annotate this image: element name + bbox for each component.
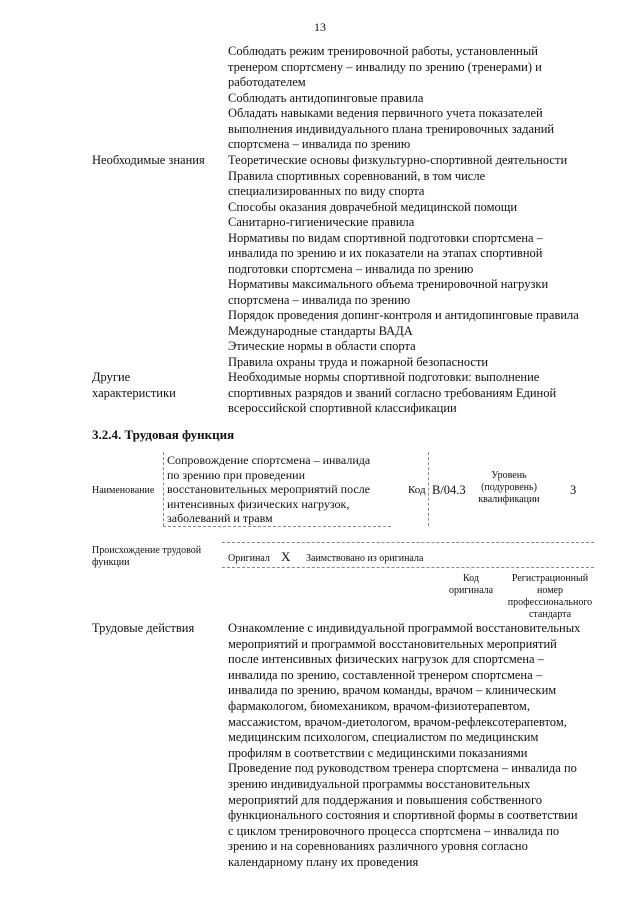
origin-label [92,545,201,569]
text-line: фармакологом, биомехаником, врачом-физиотерапевтом, [228,698,530,713]
borrowed-label: Заимствовано из оригинала [306,553,424,564]
text-line: по зрению при проведении [167,467,306,482]
level-label-line: (подуровень) [481,482,537,493]
text-line: после интенсивных физических нагрузок для спортсмена – [228,652,544,667]
text-line: выполнения индивидуального плана тренировочных заданий [228,121,555,136]
text-line: спортсмена – инвалида по зрению [228,137,411,151]
knowledge-label: Необходимые знания [92,153,205,167]
text-line: Ознакомление с индивидуальной программой восстановительных [228,621,581,635]
text-line: массажистом, врачом-диетологом, врачом-рефлексотерапевтом, [228,714,567,729]
text-line: заболеваний и травм [167,511,273,525]
text-line: Обладать навыками ведения первичного учета показателей [228,106,543,120]
divider [163,526,391,527]
text-line: Правила охраны труда и пожарной безопасности [228,354,489,369]
level-label-line: Уровень [491,470,527,481]
text-line: Правила спортивных соревнований, в том числе [228,168,486,183]
text-line: Этические нормы в области спорта [228,339,416,353]
text-line: мероприятий и программой восстановительных мероприятий [228,636,557,651]
function-name [167,453,370,526]
text-line: Способы оказания доврачебной медицинской помощи [228,199,518,214]
divider [222,567,594,568]
text-line: функционального состояния и спортивной формы в соответствии [228,808,578,823]
code-label: Код [408,484,426,496]
text-line: зрению индивидуальной программы восстановительных [228,776,531,791]
reg-number-line: профессионального [507,597,593,608]
reg-number-line: номер [537,585,563,596]
divider [163,452,164,526]
page-number: 13 [314,20,326,34]
text-line: инвалида по зрению, врачом команды, врачом – клиническим [228,683,557,698]
level-label [474,470,544,506]
text-line: работодателем [228,75,306,89]
text-line: подготовки спортсмена – инвалида по зрению [228,261,474,276]
other-label [92,370,176,401]
origin-label-line: Происхождение трудовой [92,545,202,556]
text-line: Проведение под руководством тренера спортсмена – инвалида по [228,761,577,776]
other-label-line: характеристики [92,385,176,400]
text-line: инвалида по зрению и их показатели на этапах спортивной [228,246,543,260]
text-line: Соблюдать антидопинговые правила [228,90,424,105]
text-line: Теоретические основы физкультурно-спортивной деятельности [228,153,568,167]
reg-number-line: стандарта [528,609,572,620]
level-label-line: квалификации [478,494,540,505]
text-line: восстановительных мероприятий после [167,482,371,496]
text-line: с циклом тренировочного процесса спортсмена – инвалида по [228,823,560,838]
code-original-label [444,573,498,597]
code-original-line: Код [463,573,479,584]
knowledge-list [228,153,579,370]
text-line: спортивных разрядов и званий согласно требованиям Единой [228,385,557,400]
other-list [228,370,556,417]
text-line: мероприятий для поддержания и повышения собственного [228,792,543,807]
other-label-line: Другие [92,370,131,384]
text-line: Нормативы максимального объема тренировочной нагрузки [228,277,549,291]
labor-actions-list [228,621,580,871]
code-value: B/04.3 [432,483,466,497]
original-label: Оригинал [228,553,270,564]
text-line: Необходимые нормы спортивной подготовки: выполнение [228,370,540,384]
top-block [228,44,554,153]
text-line: Соблюдать режим тренировочной работы, установленный [228,44,538,58]
text-line: календарному плану их проведения [228,854,419,869]
reg-number-line: Регистрационный [511,573,589,584]
text-line: специализированных по виду спорта [228,184,425,198]
divider [222,542,594,543]
reg-number-label [504,573,596,621]
section-heading: 3.2.4. Трудовая функция [92,427,235,442]
text-line: зрению и на соревнованиях различного уровня согласно [228,839,528,854]
text-line: спортсмена – инвалида по зрению [228,292,411,307]
labor-actions-label: Трудовые действия [92,621,195,635]
origin-label-line: функции [92,557,130,568]
text-line: инвалида по зрению, составленной тренером спортсмена – [228,667,543,682]
text-line: Санитарно-гигиенические правила [228,215,415,229]
text-line: Сопровождение спортсмена – инвалида [167,453,371,467]
text-line: всероссийской спортивной классификации [228,401,457,415]
code-original-line: оригинала [448,585,494,596]
original-mark: X [281,549,291,564]
text-line: Международные стандарты ВАДА [228,323,413,338]
name-label: Наименование [92,485,155,496]
text-line: Нормативы по видам спортивной подготовки спортсмена – [228,230,543,245]
text-line: медицинским психологом, специалистом по медицинским [228,730,539,745]
divider [428,452,429,526]
text-line: профилям в соответствии с медицинскими показаниями [228,745,528,760]
level-value: 3 [570,483,577,497]
text-line: тренером спортсмену – инвалиду по зрению (тренерами) и [228,59,542,74]
text-line: Порядок проведения допинг-контроля и антидопинговые правила [228,308,579,322]
text-line: интенсивных физических нагрузок, [167,496,350,511]
